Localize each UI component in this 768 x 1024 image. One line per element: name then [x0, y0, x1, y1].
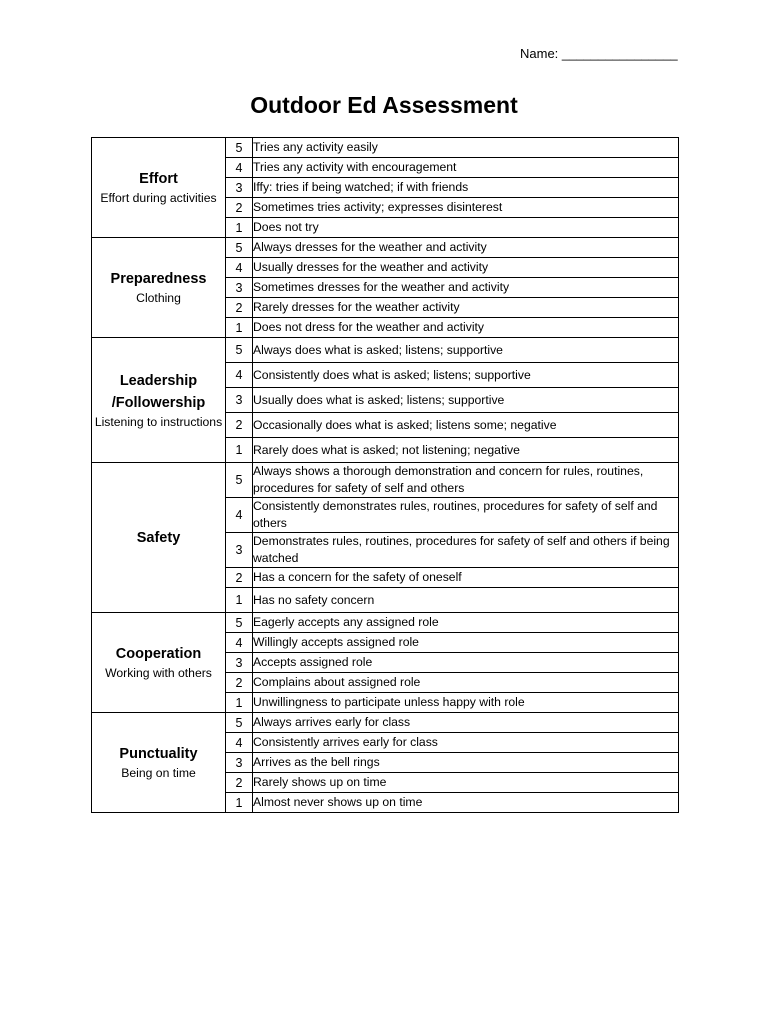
- score-cell: 2: [226, 673, 253, 693]
- score-cell: 3: [226, 533, 253, 568]
- descriptor-cell: Sometimes dresses for the weather and activity: [253, 278, 679, 298]
- descriptor-cell: Does not try: [253, 218, 679, 238]
- descriptor-cell: Sometimes tries activity; expresses disinterest: [253, 198, 679, 218]
- score-cell: 5: [226, 238, 253, 258]
- score-cell: 1: [226, 793, 253, 813]
- category-name: Preparedness: [110, 271, 207, 287]
- category-cell-preparedness: [92, 238, 226, 338]
- score-cell: 5: [226, 613, 253, 633]
- category-name: Safety: [136, 529, 181, 546]
- assessment-rubric-table: [91, 137, 679, 813]
- score-cell: 5: [226, 338, 253, 363]
- category-cell-cooperation: [92, 613, 226, 713]
- descriptor-cell: Has a concern for the safety of oneself: [253, 568, 679, 588]
- category-cell-punctuality: [92, 713, 226, 813]
- page-title: Outdoor Ed Assessment: [250, 92, 518, 118]
- descriptor-cell: Occasionally does what is asked; listens some; negative: [253, 413, 679, 438]
- score-cell: 1: [226, 438, 253, 463]
- category-subtitle: Working with others: [105, 666, 212, 680]
- rubric-row: [92, 238, 679, 258]
- descriptor-cell: Almost never shows up on time: [253, 793, 679, 813]
- descriptor-cell: Unwillingness to participate unless happy with role: [253, 693, 679, 713]
- descriptor-cell: Iffy: tries if being watched; if with friends: [253, 178, 679, 198]
- category-subtitle: Clothing: [136, 291, 181, 305]
- descriptor-cell: Rarely dresses for the weather activity: [253, 298, 679, 318]
- descriptor-cell: Willingly accepts assigned role: [253, 633, 679, 653]
- descriptor-cell: Always arrives early for class: [253, 713, 679, 733]
- score-cell: 4: [226, 363, 253, 388]
- score-cell: 4: [226, 158, 253, 178]
- descriptor-cell: Tries any activity easily: [253, 138, 679, 158]
- descriptor-cell: Demonstrates rules, routines, procedures for safety of self and others if being watched: [253, 533, 679, 568]
- score-cell: 2: [226, 413, 253, 438]
- descriptor-cell: Does not dress for the weather and activity: [253, 318, 679, 338]
- score-cell: 4: [226, 633, 253, 653]
- score-cell: 1: [226, 588, 253, 613]
- score-cell: 3: [226, 653, 253, 673]
- score-cell: 5: [226, 138, 253, 158]
- category-subtitle: Listening to instructions: [94, 414, 223, 429]
- rubric-row: [92, 713, 679, 733]
- score-cell: 3: [226, 178, 253, 198]
- category-cell-leadership-followership: [92, 338, 226, 463]
- descriptor-cell: Rarely shows up on time: [253, 773, 679, 793]
- descriptor-cell: Accepts assigned role: [253, 653, 679, 673]
- descriptor-cell: Consistently demonstrates rules, routines, procedures for safety of self and others: [253, 498, 679, 533]
- descriptor-cell: Tries any activity with encouragement: [253, 158, 679, 178]
- category-name: Cooperation: [115, 646, 202, 662]
- rubric-row: [92, 338, 679, 363]
- name-field-label: Name: ________________: [520, 46, 678, 61]
- score-cell: 2: [226, 568, 253, 588]
- score-cell: 2: [226, 198, 253, 218]
- category-cell-safety: [92, 463, 226, 613]
- score-cell: 3: [226, 753, 253, 773]
- score-cell: 5: [226, 463, 253, 498]
- descriptor-cell: Has no safety concern: [253, 588, 679, 613]
- descriptor-cell: Consistently does what is asked; listens; supportive: [253, 363, 679, 388]
- descriptor-cell: Consistently arrives early for class: [253, 733, 679, 753]
- score-cell: 5: [226, 713, 253, 733]
- category-subtitle: Being on time: [121, 766, 196, 780]
- category-subtitle: Effort during activities: [100, 191, 217, 205]
- score-cell: 4: [226, 733, 253, 753]
- score-cell: 1: [226, 218, 253, 238]
- descriptor-cell: Complains about assigned role: [253, 673, 679, 693]
- descriptor-cell: Always shows a thorough demonstration and concern for rules, routines, procedures for safety of self and others: [253, 463, 679, 498]
- score-cell: 4: [226, 498, 253, 533]
- score-cell: 1: [226, 693, 253, 713]
- descriptor-cell: Always dresses for the weather and activity: [253, 238, 679, 258]
- descriptor-cell: Usually dresses for the weather and activity: [253, 258, 679, 278]
- category-name: Punctuality: [119, 746, 198, 762]
- score-cell: 3: [226, 388, 253, 413]
- score-cell: 2: [226, 773, 253, 793]
- descriptor-cell: Eagerly accepts any assigned role: [253, 613, 679, 633]
- rubric-row: [92, 463, 679, 498]
- rubric-row: [92, 613, 679, 633]
- descriptor-cell: Usually does what is asked; listens; supportive: [253, 388, 679, 413]
- rubric-row: [92, 138, 679, 158]
- category-name: Effort: [139, 171, 178, 187]
- category-cell-effort: [92, 138, 226, 238]
- category-name: Leadership /Followership: [111, 372, 206, 411]
- descriptor-cell: Arrives as the bell rings: [253, 753, 679, 773]
- score-cell: 1: [226, 318, 253, 338]
- descriptor-cell: Rarely does what is asked; not listening; negative: [253, 438, 679, 463]
- descriptor-cell: Always does what is asked; listens; supportive: [253, 338, 679, 363]
- score-cell: 4: [226, 258, 253, 278]
- score-cell: 3: [226, 278, 253, 298]
- score-cell: 2: [226, 298, 253, 318]
